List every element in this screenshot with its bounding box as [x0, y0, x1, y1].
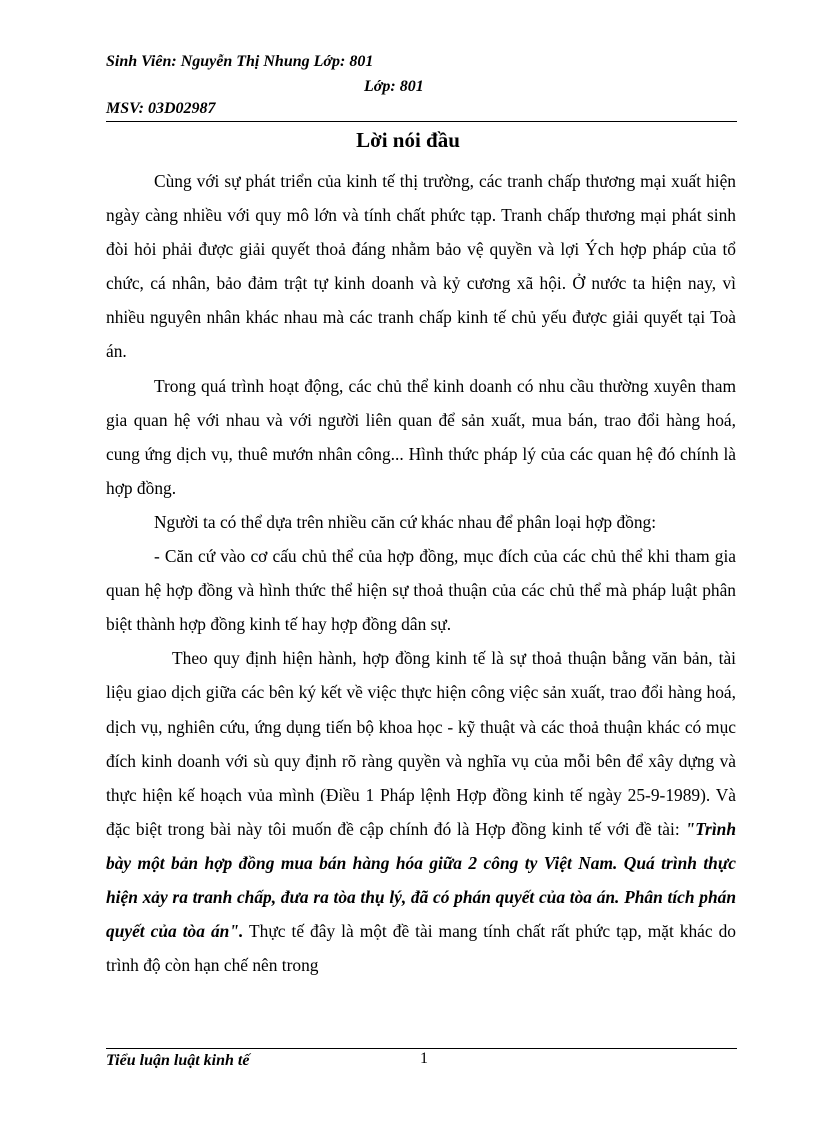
paragraph-1: Cùng với sự phát triển của kinh tế thị trường, các tranh chấp thương mại xuất hiện ngày càng nhiều với quy mô lớn và tính chất phức tạp. Tranh chấp thương mại phát sinh đòi hỏi phải được giải quyết thoả đáng nhằm bảo vệ quyền và lợi Ých hợp pháp của tổ chức, cá nhân, bảo đảm trật tự kinh doanh và kỷ cương xã hội. Ở nước ta hiện nay, vì nhiều nguyên nhân khác nhau mà các tranh chấp kinh tế chủ yếu được giải quyết tại Toà án.: [106, 171, 736, 362]
header-class-line: Lớp: 801: [364, 78, 424, 95]
page-title: Lời nói đầu: [356, 128, 460, 152]
header-student-line: Sinh Viên: Nguyễn Thị Nhung Lớp: 801: [106, 53, 374, 70]
paragraph-5: [106, 641, 736, 982]
paragraph-2: Trong quá trình hoạt động, các chủ thể kinh doanh có nhu cầu thường xuyên tham gia quan hệ với nhau và với người liên quan để sản xuất, mua bán, trao đổi hàng hoá, cung ứng dịch vụ, thuê mướn nhân công... Hình thức pháp lý của các quan hệ đó chính là hợp đồng.: [106, 375, 736, 498]
header-student-id: MSV: 03D02987: [106, 100, 216, 117]
paragraph-4: - Căn cứ vào cơ cấu chủ thể của hợp đồng, mục đích của các chủ thể khi tham gia quan hệ hợp đồng và hình thức thể hiện sự thoả thuận của các chủ thể mà pháp luật phân biệt thành hợp đồng kinh tế hay hợp đồng dân sự.: [106, 546, 736, 635]
page-number: 1: [420, 1050, 428, 1067]
paragraph-3: Người ta có thể dựa trên nhiều căn cứ khác nhau để phân loại hợp đồng:: [154, 511, 657, 532]
paragraph-5-text: Theo quy định hiện hành, hợp đồng kinh tế là sự thoả thuận bằng văn bản, tài liệu giao dịch giữa các bên ký kết về việc thực hiện công việc sản xuất, trao đổi hàng hoá, dịch vụ, nghiên cứu, ứng dụng tiến bộ khoa học - kỹ thuật và các thoả thuận khác có mục đích kinh doanh với sù quy định rõ ràng quyền và nghĩa vụ của mỗi bên để xây dựng và thực hiện kế hoạch vủa mình (Điều 1 Pháp lệnh Hợp đồng kinh tế ngày 25-9-1989). Và đặc biệt trong bài này tôi muốn đề cập chính đó là Hợp đồng kinh tế với đề tài:: [106, 648, 736, 839]
topic-title: "Trình bày một bản hợp đồng mua bán hàng hóa giữa 2 công ty Việt Nam. Quá trình thực hiện xảy ra tranh chấp, đưa ra tòa thụ lý, đã có phán quyết của tòa án. Phân tích phán quyết của tòa án".: [106, 818, 736, 942]
paragraph-5-continuation: Thực tế đây là một đề tài mang tính chất rất phức tạp, mặt khác do trình độ còn hạn chế nên trong: [106, 921, 736, 976]
header-rule: [106, 121, 737, 122]
footer-title: Tiểu luận luật kinh tế: [106, 1052, 250, 1069]
document-body: [106, 164, 736, 982]
footer-rule: [106, 1048, 737, 1049]
